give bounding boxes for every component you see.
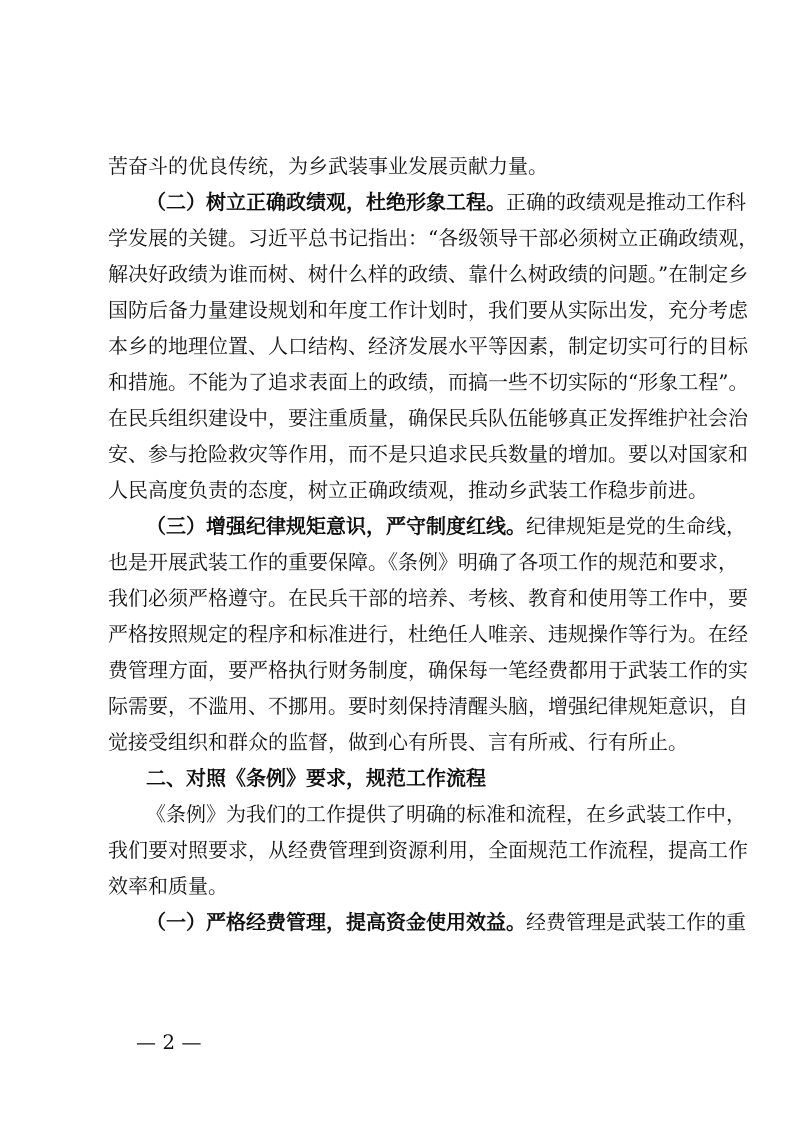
subheading-1: （一）严格经费管理，提高资金使用效益。 <box>146 910 526 934</box>
paragraph-line: 在民兵组织建设中，要注重质量，确保民兵队伍能够真正发挥维护社会治 <box>108 406 748 430</box>
paragraph-text: 纪律规矩是党的生命线， <box>526 514 746 538</box>
paragraph-text: 正确的政绩观是推动工作科 <box>506 190 746 214</box>
paragraph-line <box>146 514 746 538</box>
section-heading: 二、对照《条例》要求，规范工作流程 <box>146 766 486 790</box>
paragraph-line: 我们要对照要求，从经费管理到资源利用，全面规范工作流程，提高工作 <box>108 838 748 862</box>
paragraph-line: 我们必须严格遵守。在民兵干部的培养、考核、教育和使用等工作中，要 <box>108 586 748 610</box>
paragraph-line: 学发展的关键。习近平总书记指出：“各级领导干部必须树立正确政绩观， <box>108 226 759 250</box>
paragraph-line: 《条例》为我们的工作提供了明确的标准和流程，在乡武装工作中， <box>146 802 746 826</box>
paragraph-line: 严格按照规定的程序和标准进行，杜绝任人唯亲、违规操作等行为。在经 <box>108 622 748 646</box>
paragraph-line <box>146 910 746 934</box>
subheading-3: （三）增强纪律规矩意识，严守制度红线。 <box>146 514 526 538</box>
paragraph-text: 经费管理是武装工作的重 <box>526 910 746 934</box>
paragraph-line: 也是开展武装工作的重要保障。《条例》明确了各项工作的规范和要求， <box>108 550 738 574</box>
paragraph-line: 效率和质量。 <box>108 874 228 898</box>
paragraph-line: 和措施。不能为了追求表面上的政绩，而搞一些不切实际的“形象工程”。 <box>108 370 749 394</box>
page-number: — 2 — <box>136 1030 202 1054</box>
paragraph-line: 解决好政绩为谁而树、树什么样的政绩、靠什么树政绩的问题。”在制定乡 <box>108 262 749 286</box>
subheading-2: （二）树立正确政绩观，杜绝形象工程。 <box>146 190 506 214</box>
paragraph-line: 国防后备力量建设规划和年度工作计划时，我们要从实际出发，充分考虑 <box>108 298 748 322</box>
paragraph-line: 本乡的地理位置、人口结构、经济发展水平等因素，制定切实可行的目标 <box>108 334 748 358</box>
paragraph-line: 安、参与抢险救灾等作用，而不是只追求民兵数量的增加。要以对国家和 <box>108 442 748 466</box>
paragraph-line <box>146 190 746 214</box>
paragraph-line: 苦奋斗的优良传统，为乡武装事业发展贡献力量。 <box>108 154 548 178</box>
paragraph-line: 际需要，不滥用、不挪用。要时刻保持清醒头脑，增强纪律规矩意识，自 <box>108 694 748 718</box>
paragraph-line: 人民高度负责的态度，树立正确政绩观，推动乡武装工作稳步前进。 <box>108 478 708 502</box>
paragraph-line: 费管理方面，要严格执行财务制度，确保每一笔经费都用于武装工作的实 <box>108 658 748 682</box>
paragraph-line: 觉接受组织和群众的监督，做到心有所畏、言有所戒、行有所止。 <box>108 730 688 754</box>
